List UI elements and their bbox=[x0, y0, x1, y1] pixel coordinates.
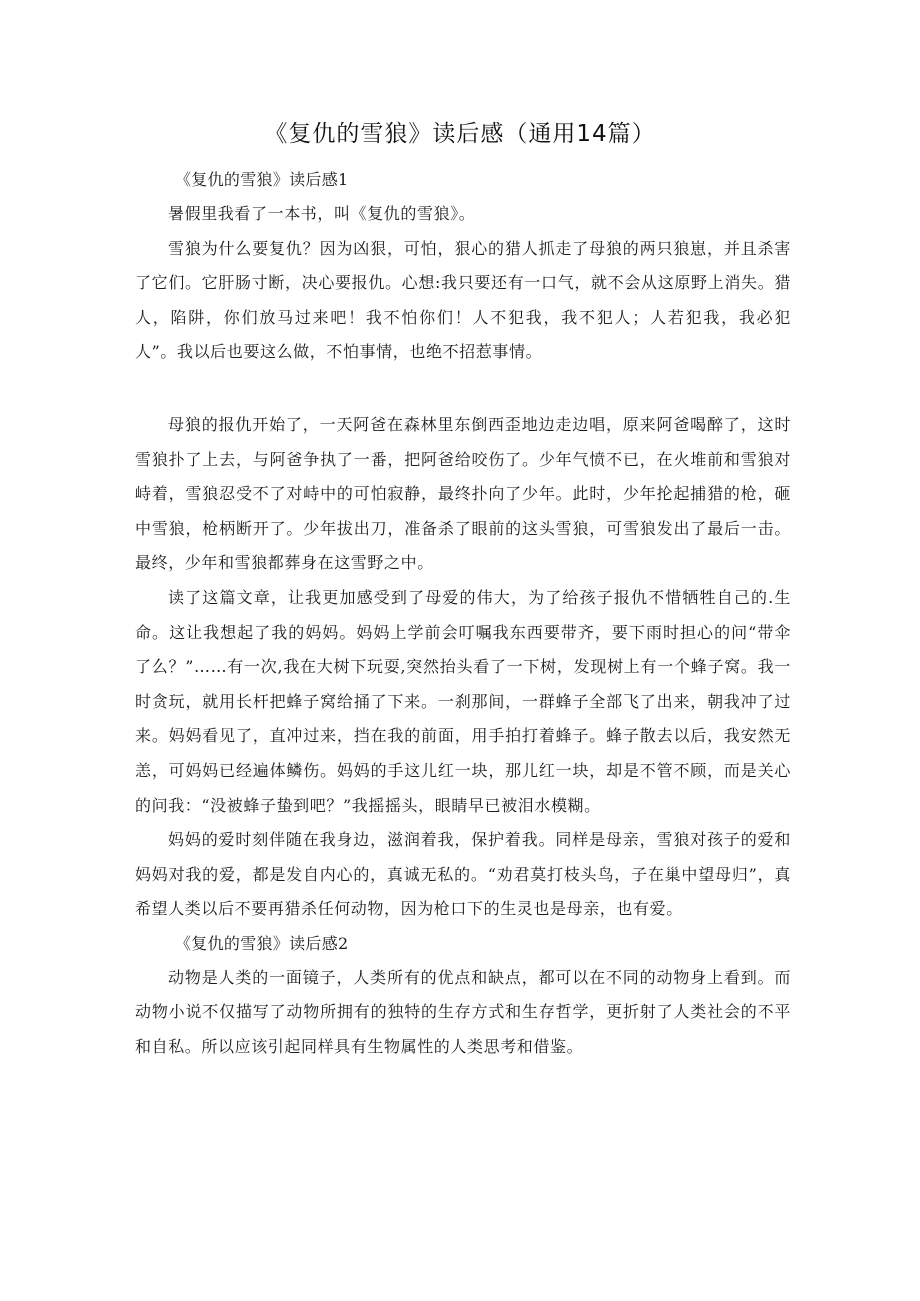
paragraph: 读了这篇文章，让我更加感受到了母爱的伟大，为了给孩子报仇不惜牺牲自己的.生命。这让我想起了我的妈妈。妈妈上学前会叮嘱我东西要带齐，要下雨时担心的问“带伞了么？”……有一次,我在大树下玩耍,突然抬头看了一下树，发现树上有一个蜂子窝。我一时贪玩，就用长杆把蜂子窝给捅了下来。一刹那间，一群蜂子全部飞了出来，朝我冲了过来。妈妈看见了，直冲过来，挡在我的前面，用手拍打着蜂子。蜂子散去以后，我安然无恙，可妈妈已经遍体鳞伤。妈妈的手这儿红一块，那儿红一块，却是不管不顾，而是关心的问我：“没被蜂子蛰到吧？”我摇摇头，眼睛早已被泪水模糊。 bbox=[135, 587, 791, 815]
document-body bbox=[135, 163, 791, 1065]
paragraph: 暑假里我看了一本书，叫《复仇的雪狼》。 bbox=[168, 204, 476, 223]
paragraph: 雪狼为什么要复仇？因为凶狠，可怕，狠心的猎人抓走了母狼的两只狼崽，并且杀害了它们。它肝肠寸断，决心要报仇。心想:我只要还有一口气，就不会从这原野上消失。猎人，陷阱，你们放马过来吧！我不怕你们！人不犯我，我不犯人；人若犯我，我必犯人”。我以后也要这么做，不怕事情，也绝不招惹事情。 bbox=[135, 238, 791, 362]
blank-line bbox=[135, 370, 791, 408]
paragraph: 动物是人类的一面镜子，人类所有的优点和缺点，都可以在不同的动物身上看到。而动物小说不仅描写了动物所拥有的独特的生存方式和生存哲学，更折射了人类社会的不平和自私。所以应该引起同样具有生物属性的人类思考和借鉴。 bbox=[135, 967, 791, 1057]
document-title: 《复仇的雪狼》读后感（通用14篇） bbox=[264, 121, 656, 147]
section-heading-1: 《复仇的雪狼》读后感1 bbox=[175, 170, 349, 189]
paragraph: 母狼的报仇开始了，一天阿爸在森林里东倒西歪地边走边唱，原来阿爸喝醉了，这时雪狼扑了上去，与阿爸争执了一番，把阿爸给咬伤了。少年气愤不已，在火堆前和雪狼对峙着，雪狼忍受不了对峙中的可怕寂静，最终扑向了少年。此时，少年抡起捕猎的枪，砸中雪狼，枪柄断开了。少年拔出刀，准备杀了眼前的这头雪狼，可雪狼发出了最后一击。最终，少年和雪狼都葬身在这雪野之中。 bbox=[135, 414, 791, 573]
section-heading-2: 《复仇的雪狼》读后感2 bbox=[175, 933, 349, 953]
paragraph: 妈妈的爱时刻伴随在我身边，滋润着我，保护着我。同样是母亲，雪狼对孩子的爱和妈妈对我的爱，都是发自内心的，真诚无私的。“劝君莫打枝头鸟，子在巢中望母归”，真希望人类以后不要再猎杀任何动物，因为枪口下的生灵也是母亲，也有爱。 bbox=[135, 830, 791, 919]
